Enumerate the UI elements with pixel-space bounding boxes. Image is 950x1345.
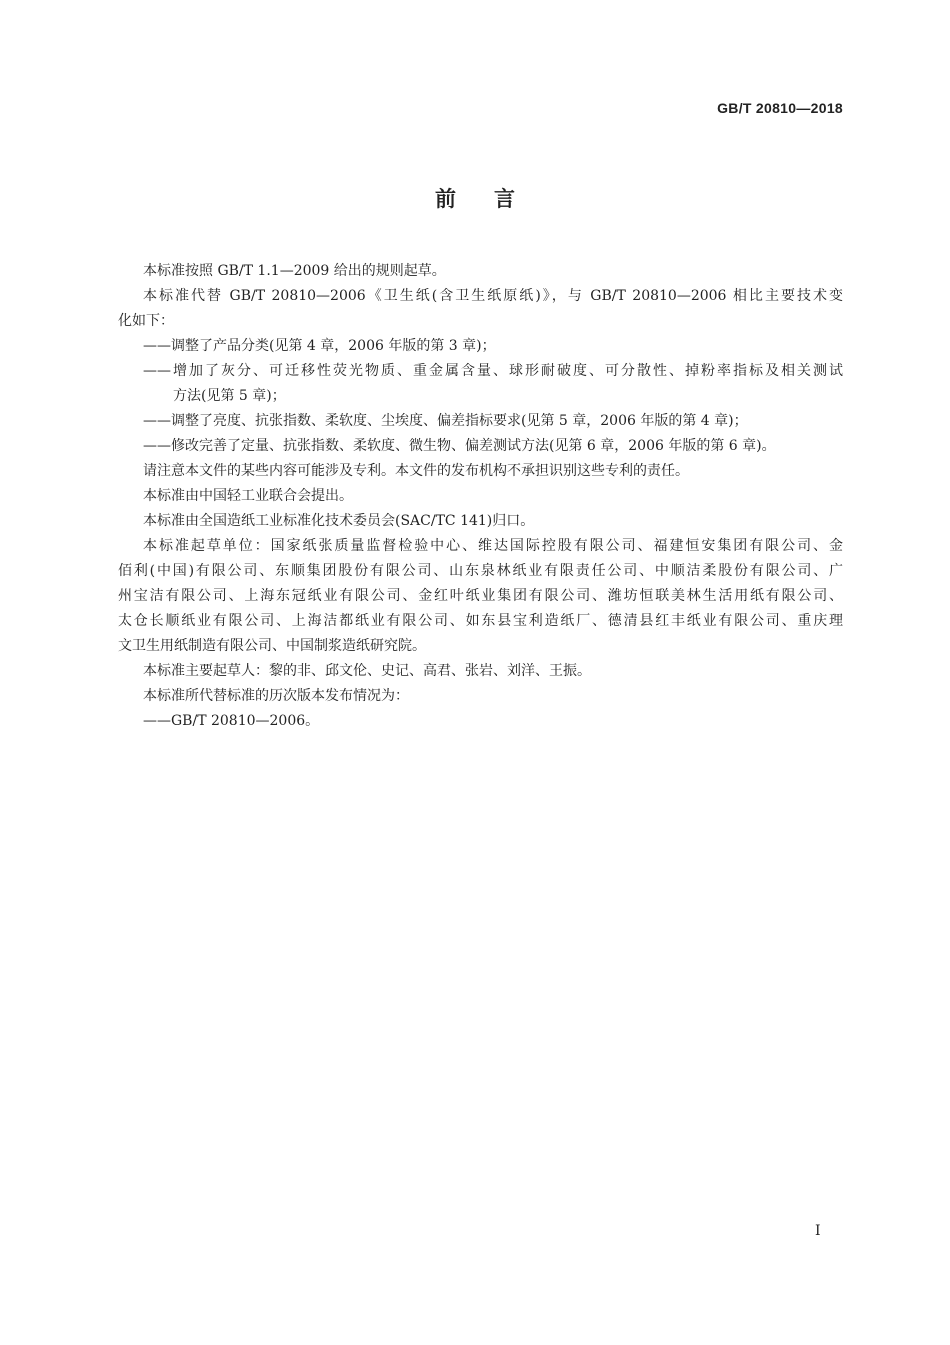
foreword-body <box>118 259 843 734</box>
standard-number-header: GB/T 20810—2018 <box>717 100 843 116</box>
text-line: 佰利(中国)有限公司、东顺集团股份有限公司、山东泉林纸业有限责任公司、中顺洁柔股份有限公司、广 <box>118 563 843 579</box>
text-line: 州宝洁有限公司、上海东冠纸业有限公司、金红叶纸业集团有限公司、潍坊恒联美林生活用纸有限公司、 <box>118 588 843 604</box>
paragraph <box>118 659 843 684</box>
text-line: 方法(见第 5 章)； <box>173 388 286 404</box>
text-line: ——调整了亮度、抗张指数、柔软度、尘埃度、偏差指标要求(见第 5 章，2006 年版的第 4 章)； <box>143 413 748 429</box>
text-line: 本标准由全国造纸工业标准化技术委员会(SAC/TC 141)归口。 <box>143 513 535 529</box>
paragraph <box>118 284 843 334</box>
text-line: 太仓长顺纸业有限公司、上海洁都纸业有限公司、如东县宝利造纸厂、德清县红丰纸业有限公司、重庆理 <box>118 613 843 629</box>
text-line: 本标准由中国轻工业联合会提出。 <box>143 488 353 504</box>
paragraph <box>118 409 843 434</box>
paragraph <box>118 534 843 659</box>
text-line: 请注意本文件的某些内容可能涉及专利。本文件的发布机构不承担识别这些专利的责任。 <box>143 463 689 479</box>
paragraph <box>118 259 843 284</box>
text-line: ——增加了灰分、可迁移性荧光物质、重金属含量、球形耐破度、可分散性、掉粉率指标及相关测试 <box>143 363 843 379</box>
page-title <box>0 183 950 213</box>
title-char: 前 <box>435 187 456 211</box>
paragraph <box>118 359 843 409</box>
paragraph <box>118 709 843 734</box>
page-number: I <box>815 1223 821 1239</box>
paragraph <box>118 684 843 709</box>
paragraph <box>118 459 843 484</box>
paragraph <box>118 509 843 534</box>
paragraph <box>118 434 843 459</box>
text-line: 文卫生用纸制造有限公司、中国制浆造纸研究院。 <box>118 638 426 654</box>
text-line: 本标准主要起草人：黎的非、邱文伦、史记、高君、张岩、刘洋、王振。 <box>143 663 591 679</box>
text-line: 本标准所代替标准的历次版本发布情况为： <box>143 688 409 704</box>
text-line: 本标准起草单位：国家纸张质量监督检验中心、维达国际控股有限公司、福建恒安集团有限公司、金 <box>143 538 843 554</box>
paragraph <box>118 484 843 509</box>
text-line: ——调整了产品分类(见第 4 章，2006 年版的第 3 章)； <box>143 338 496 354</box>
text-line: 化如下： <box>118 313 174 329</box>
text-line: 本标准代替 GB/T 20810—2006《卫生纸(含卫生纸原纸)》，与 GB/T 20810—2006 相比主要技术变 <box>143 288 843 304</box>
text-line: 本标准按照 GB/T 1.1—2009 给出的规则起草。 <box>143 263 446 279</box>
paragraph <box>118 334 843 359</box>
text-line: ——修改完善了定量、抗张指数、柔软度、微生物、偏差测试方法(见第 6 章，2006 年版的第 6 章)。 <box>143 438 776 454</box>
text-line: ——GB/T 20810—2006。 <box>143 713 320 729</box>
title-char: 言 <box>494 187 515 211</box>
